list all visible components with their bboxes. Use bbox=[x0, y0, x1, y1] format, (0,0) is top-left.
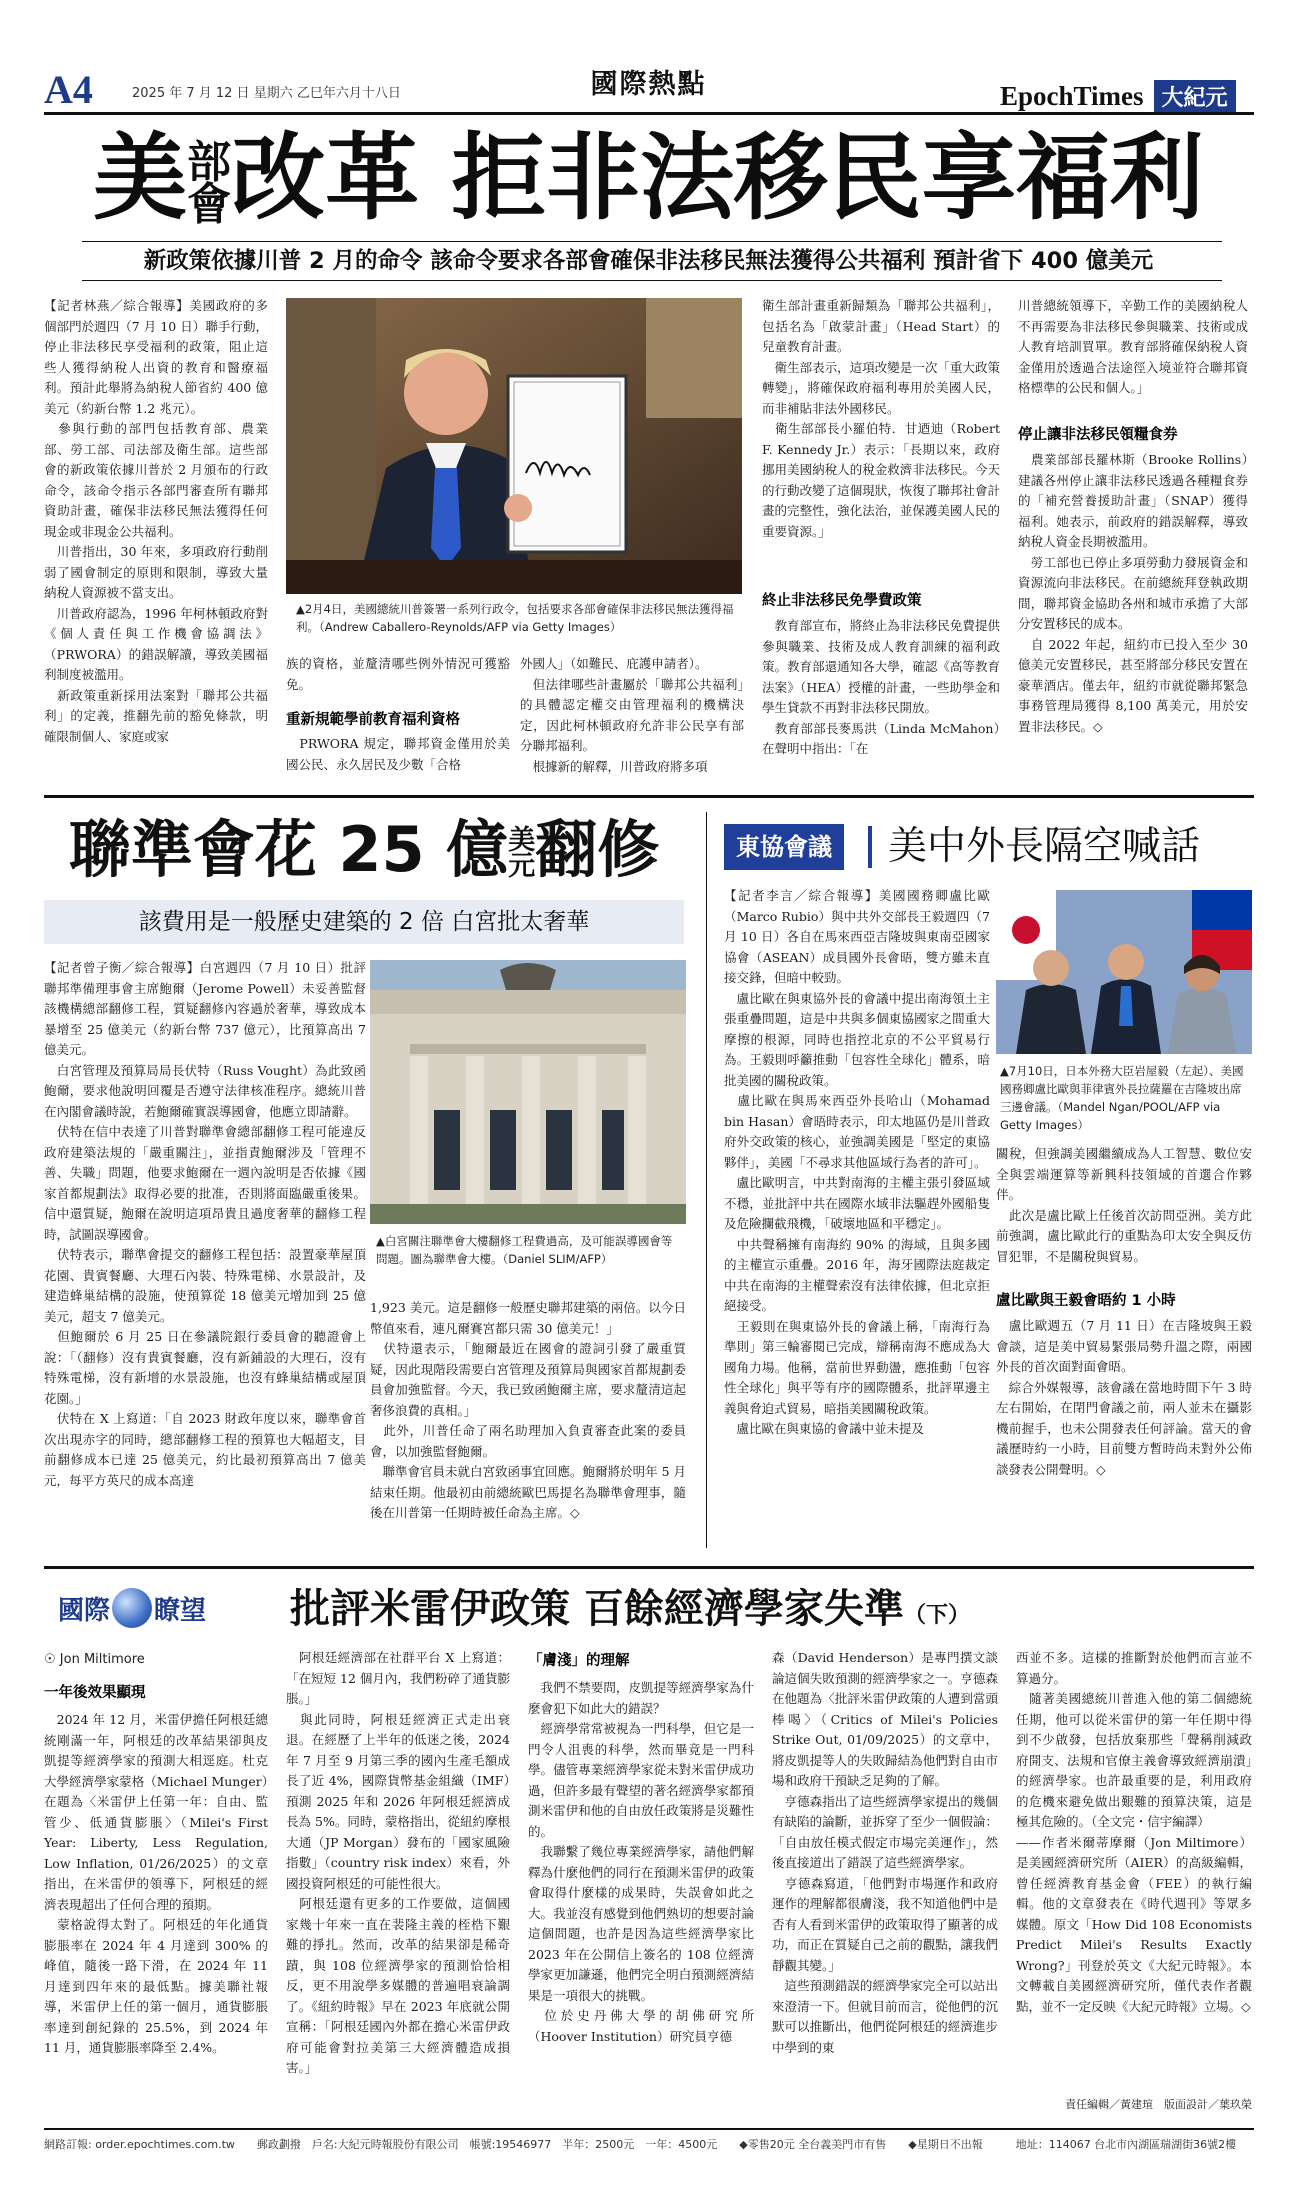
column-logo-text-b: 瞭望 bbox=[154, 1595, 207, 1626]
article1-col2-b: PRWORA 規定，聯邦資金僅用於美國公民、永久居民及少數「合格 bbox=[286, 736, 510, 772]
brand-en: EpochTimes bbox=[1000, 80, 1144, 111]
article3-col2-b: 盧比歐週五（7 月 11 日）在吉隆坡與王毅會談，這是美中貿易緊張局勢升溫之際，兩國外長的首次面對面會晤。 綜合外媒報導，該會議在當地時間下午 3 時左右開始，在閉門會議之前，兩人並未在攝影機前握手，也未公開發表任何評論。當天的會議歷時約一小時，目前雙方暫時尚未對外公佈談發表公開聲明。◇ bbox=[996, 1318, 1252, 1477]
article3-col2: 關稅，但強調美國繼續成為人工智慧、數位安全與雲端運算等新興科技領域的首選合作夥伴。 此次是盧比歐上任後首次訪問亞洲。美方此前強調，盧比歐此行的重點為印太安全與反仿冒犯罪，不是關稅與貿易。 bbox=[996, 1146, 1252, 1264]
article1-col5: 川普總統領導下，辛勤工作的美國納稅人不再需要為非法移民參與職業、技術或成人教育培訓買單。教育部將確保納稅人資金僅用於透過合法途徑入境並符合聯邦資格標準的公民和個人。」 bbox=[1018, 298, 1248, 395]
asean-tag: 東協會議 bbox=[724, 824, 844, 870]
section-divider-1 bbox=[44, 795, 1254, 798]
page-number: A4 bbox=[44, 67, 93, 112]
article1-subhead-tuition: 終止非法移民免學費政策 bbox=[762, 593, 922, 609]
article3-subhead-meeting: 盧比歐與王毅會晤約 1 小時 bbox=[996, 1293, 1176, 1309]
column-logo-text-a: 國際 bbox=[58, 1595, 111, 1626]
brand-logo bbox=[1000, 80, 1236, 112]
article4-col3: 我們不禁要問，皮凱提等經濟學家為什麼會犯下如此大的錯誤？ 經濟學常常被視為一門科學，但它是一門令人沮喪的科學，然而畢竟是一門科學。儘管專業經濟學家從未對米雷伊成功過，但許多最有聲望的著名經濟學家都預測米雷伊和他的自由放任政策將是災難性的。 我聯繫了幾位專業經濟學家，請他們解釋為什麼他們的同行在預測米雷伊的政策會取得什麼樣的成果時，失誤會如此之大。我並沒有感覺到他們熟切的想要討論這個問題，也許是因為這些經濟學家比 2023 年在公開信上簽名的 108 位經濟學家更加謙遜，他們完全明白預測經濟結果是一項很大的挑戰。 位於史丹佛大學的胡佛研究所（Hoover Institution）研究員亨德 bbox=[528, 1680, 754, 2044]
section-divider-2 bbox=[44, 1566, 1254, 1569]
masthead-rule bbox=[44, 112, 1254, 115]
trump-signing-photo bbox=[286, 298, 742, 594]
article3-col1: 【記者李言／綜合報導】美國國務卿盧比歐（Marco Rubio）與中共外交部長王毅週四（7 月 10 日）各自在馬來西亞吉隆坡與東南亞國家協會（ASEAN）成員國外長會晤，雙方雖未直接交鋒，但暗中較勁。 盧比歐在與東協外長的會議中提出南海領土主張重疊問題，這是中共與多個東協國家之間重大摩擦的根源，同時也指控北京的不公平貿易行為。王毅則呼籲推動「包容性全球化」體系，暗批美國的關稅政策。 盧比歐在與馬來西亞外長哈山（Mohamad bin Hasan）會晤時表示，印太地區仍是川普政府外交政策的核心，並強調美國是「堅定的東協夥伴」，美國「不尋求其他區域行為者的許可」。 盧比歐明言，中共對南海的主權主張引發區域不穩，並批評中共在國際水域非法驅趕外國船隻及危險攔截飛機，「破壞地區和平穩定」。 中共聲稱擁有南海約 90% 的海域，且與多國的主權宣示重疊。2016 年，海牙國際法庭裁定中共在南海的主權聲索沒有法律依據，但北京拒絕接受。 王毅則在與東協外長的會議上稱，「南海行為準則」第三輪審閱已完成，辯稱南海不應成為大國角力場。他稱，當前世界動盪，應推動「包容性全球化」與平等有序的國際體系，批評單邊主義與脅迫式貿易，暗指美國關稅政策。 盧比歐在與東協的會議中並未提及 bbox=[724, 888, 990, 1436]
article1-subhead-rule bbox=[82, 241, 1222, 242]
article1-headline: 美 部 會 改革 拒非法移民享福利 bbox=[93, 124, 1204, 233]
column-logo bbox=[58, 1580, 238, 1636]
foreign-ministers-photo bbox=[996, 890, 1252, 1054]
fed-photo-caption: ▲白宮關注聯準會大樓翻修工程費過高，及可能誤導國會等問題。圖為聯準會大樓。（Daniel SLIM/AFP） bbox=[376, 1234, 673, 1266]
article4-col4: 森（David Henderson）是專門撰文談論這個失敗預測的經濟學家之一。亨德森在他題為〈批評米雷伊政策的人遭到當頭棒喝〉（Critics of Milei's Policies Strike Out, 01/09/2025）的文章中，將皮凱提等人的失敗歸結為他們對自由市場和政府干預缺乏足夠的了解。 亨德森指出了這些經濟學家提出的幾個有缺陷的論斷，並拆穿了至少一個假論：「自由放任模式假定市場完美運作」，然後直接道出了錯誤了這些經濟學家。 亨德森寫道，「他們對市場運作和政府運作的理解都很膚淺，我不知道他們中是否有人看到米雷伊的政策取得了顯著的成功，而正在質疑自己之前的觀點，讓我們靜觀其變。」 這些預測錯誤的經濟學家完全可以站出來澄清一下。但就目前而言，從他們的沉默可以推斷出，他們從阿根廷的經濟進步中學到的東 bbox=[772, 1650, 998, 2055]
article1-col3: 外國人」（如難民、庇護申請者）。 但法律哪些計畫屬於「聯邦公共福利」的具體認定權交由管理福利的機構決定，因此柯林頓政府允許非公民享有部分聯邦福利。 根據新的解釋，川普政府將多項 bbox=[520, 656, 744, 774]
brand-zh: 大紀元 bbox=[1154, 80, 1236, 113]
article4-headline: 批評米雷伊政策 百餘經濟學家失準（下） bbox=[290, 1585, 970, 1632]
article4-byline: ☉ Jon Miltimore bbox=[44, 1652, 145, 1667]
article1-subhead-rule-bottom bbox=[82, 280, 1222, 281]
article4-col5: 西並不多。這樣的推斷對於他們而言並不算過分。 隨著美國總統川普進入他的第二個總統任期，他可以從米雷伊的第一年任期中得到不少啟發，包括放棄那些「聲稱削減政府開支、法規和官僚主義會導致經濟崩潰」的經濟學家。也許最重要的是，利用政府的危機來避免做出艱難的預算決策，這是極其危險的。（全文完・信宇編譯） ——作者米爾蒂摩爾（Jon Miltimore）是美國經濟研究所（AIER）的高級編輯，曾任經濟教育基金會（FEE）的執行編輯。他的文章發表在《時代週刊》等眾多媒體。原文「How Did 108 Economists Predict Milei's Results Exactly Wrong?」刊登於英文《大紀元時報》。本文轉載自美國經濟研究所，僅代表作者觀點，並不一定反映《大紀元時報》立場。◇ bbox=[1016, 1650, 1252, 2014]
article2-headline: 聯準會花 25 億 美 元 翻修 bbox=[68, 813, 660, 886]
article4-col1: 2024 年 12 月，米雷伊擔任阿根廷總統剛滿一年，阿根廷的改革結果卻與皮凱提等經濟學家的預測大相逕庭。杜克大學經濟學家蒙格（Michael Munger）在題為〈米雷伊上任第一年：自由、監管少、低通貨膨脹〉（Milei's First Year: Liberty, Less Regulation, Low Inflation, 01/26/2025）的文章指出，在米雷伊的領導下，阿根廷的經濟表現超出了任何合理的預期。 蒙格說得太對了。阿根廷的年化通貨膨脹率在 2024 年 4 月達到 300% 的峰值，隨後一路下滑，在 2024 年 11 月達到四年來的最低點。據美聯社報導，米雷伊上任的第一個月，通貨膨脹率達到創紀錄的 25.5%，到 2024 年 11 月，通貨膨脹率降至 2.4%。 bbox=[44, 1712, 268, 2055]
article3-headline: 美中外長隔空喊話 bbox=[888, 824, 1201, 869]
article4-subhead-result: 一年後效果顯現 bbox=[44, 1685, 146, 1701]
foreign-ministers-illustration bbox=[996, 890, 1252, 1054]
article2-subhead: 該費用是一般歷史建築的 2 倍 白宮批太奢華 bbox=[44, 900, 684, 944]
article1-col4-b: 教育部宣布，將終止為非法移民免費提供參與職業、技術及成人教育訓練的福利政策。教育部還通知各大學，確認《高等教育法案》（HEA）授權的計畫，一些助學金和學生貸款不再對非法移民開放。 教育部部長麥馬洪（Linda McMahon）在聲明中指出：「在 bbox=[762, 618, 1000, 756]
author-icon: ☉ bbox=[44, 1652, 56, 1667]
article1-subhead-snap: 停止讓非法移民領糧食券 bbox=[1018, 427, 1178, 443]
article4-subhead-shallow: 「膚淺」的理解 bbox=[528, 1653, 630, 1669]
article1-col1: 【記者林燕／綜合報導】美國政府的多個部門於週四（7 月 10 日）聯手行動，停止非法移民享受福利的政策，阻止這些人獲得納稅人出資的教育和醫療福利。預計此舉將為納稅人節省約 400 億美元（約新台幣 1.2 兆元）。 參與行動的部門包括教育部、農業部、勞工部、司法部及衛生部。這些部會的新政策依據川普於 2 月頒布的行政命令，該命令指示各部門審查所有聯邦資助計畫，確保非法移民無法獲得任何現金或非現金公共福利。 川普指出，30 年來，多項政府行動削弱了國會制定的原則和限制，導致大量納稅人資源被不當支出。 川普政府認為，1996 年柯林頓政府對《個人責任與工作機會協調法》（PRWORA）的錯誤解讀，導致美國福利制度被濫用。 新政策重新採用法案對「聯邦公共福利」的定義，推翻先前的豁免條款，明確限制個人、家庭或家 bbox=[44, 298, 268, 744]
asean-tag-bar bbox=[868, 826, 872, 868]
trump-signing-illustration bbox=[286, 298, 742, 594]
article2-col2: 1,923 美元。這是翻修一般歷史聯邦建築的兩倍。以今日幣值來看，連凡爾賽宮都只需 30 億美元！」 伏特還表示，「鮑爾最近在國會的證詞引發了嚴重質疑，因此現階段需要白宮管理及預算局與國家首都規劃委員會加強監督。今天，我已致函鮑爾主席，要求釐清這起奢侈浪費的真相。」 此外，川普任命了兩名助理加入負責審查此案的委員會，以加強監督鮑爾。 聯準會官員未就白宮致函事宜回應。鮑爾將於明年 5 月結束任期。他最初由前總統歐巴馬提名為聯準會理事，隨後在川普第一任期時被任命為主席。◇ bbox=[370, 1300, 686, 1520]
footer-rule bbox=[44, 2128, 1254, 2130]
globe-icon bbox=[112, 1588, 152, 1628]
article1-subhead-preschool: 重新規範學前教育福利資格 bbox=[286, 712, 460, 728]
column-divider-2-3 bbox=[706, 812, 707, 1548]
ministers-photo-caption: ▲7月10日，日本外務大臣岩屋毅（左起）、美國國務卿盧比歐與菲律賓外長拉薩羅在吉隆坡出席三邊會議。（Mandel Ngan/POOL/AFP via Getty Images） bbox=[1000, 1064, 1244, 1132]
article2-col1: 【記者曾子衡／綜合報導】白宮週四（7 月 10 日）批評聯邦準備理事會主席鮑爾（Jerome Powell）未妥善監督該機構總部翻修工程，質疑翻修內容過於奢華，導致成本暴增至 25 億美元（約新台幣 737 億元），比預算高出 7 億美元。 白宮管理及預算局局長伏特（Russ Vought）為此致函鮑爾，要求他說明回覆是否遵守法律核准程序。總統川普在內閣會議時說，若鮑爾確實誤導國會，他應立即請辭。 伏特在信中表達了川普對聯準會總部翻修工程可能違反政府建築法規的「嚴重關注」，並指責鮑爾涉及「管理不善、失職」問題，他要求鮑爾在一週內說明是否依據《國家首都規劃法》取得必要的批准，否則將面臨嚴重後果。信中還質疑，鮑爾在說明這項昂貴且過度奢華的翻修工程時，試圖誤導國會。 伏特表示，聯準會提交的翻修工程包括：設置豪華屋頂花園、貴賓餐廳、大理石內裝、特殊電梯、水景設計，及建造蜂巢結構的設施，使預算從 18 億美元增加到 25 億美元，超支 7 億美元。 但鮑爾於 6 月 25 日在參議院銀行委員會的聽證會上說：「（翻修）沒有貴賓餐廳，沒有新鋪設的大理石，沒有特殊電梯，沒有新增的水景設施，也沒有蜂巢結構或屋頂花園。」 伏特在 X 上寫道：「自 2023 財政年度以來，聯準會首次出現赤字的同時，總部翻修工程的預算也大幅超支，目前翻修成本已達 25 億美元，約比最初預算高出 7 億美元，每平方英尺的成本高達 bbox=[44, 960, 366, 1488]
article1-col5-b: 農業部部長羅林斯（Brooke Rollins）建議各州停止讓非法移民透過各種糧食券的「補充營養援助計畫」（SNAP）獲得福利。她表示，前政府的錯誤解釋，導致納稅人資金長期被濫用。 勞工部也已停止多項勞動力發展資金和資源流向非法移民。在前總統拜登執政期間，聯邦資金協助各州和城市承擔了大部分安置移民的成本。 自 2022 年起，紐約市已投入至少 30 億美元安置移民，甚至將部分移民安置在豪華酒店。僅去年，紐約市就從聯邦緊急事務管理局獲得 8,100 萬美元，用於安置非法移民。◇ bbox=[1018, 452, 1248, 734]
trump-photo-caption: ▲2月4日，美國總統川普簽署一系列行政令，包括要求各部會確保非法移民無法獲得福利。（Andrew Caballero-Reynolds/AFP via Getty Images） bbox=[296, 602, 734, 634]
article4-col2: 阿根廷經濟部在社群平台 X 上寫道：「在短短 12 個月內，我們粉碎了通貨膨脹。」 與此同時，阿根廷經濟正式走出衰退。在經歷了上半年的低迷之後，2024 年 7 月至 9 月第三季的國內生產毛額成長了近 4%，國際貨幣基金組織（IMF）預測 2025 年和 2026 年阿根廷經濟成長為 5%。同時，蒙格指出，從紐約摩根大通（JP Morgan）發布的「國家風險指數」（country risk index）來看，外國投資阿根廷的可能性很大。 阿根廷還有更多的工作要做，這個國家幾十年來一直在裴隆主義的桎梏下艱難的掙扎。然而，改革的結果卻是稀奇蹟，與 108 位經濟學家的預測恰恰相反，更不用說學多媒體的普遍唱衰論調了。《紐約時報》早在 2023 年底就公開宣稱：「阿根廷國內外都在擔心米雷伊政府可能會對拉美第三大經濟體造成損害。」 bbox=[286, 1650, 510, 2075]
article1-col2: 族的資格，並釐清哪些例外情況可獲豁免。 bbox=[286, 656, 510, 692]
fed-building-illustration bbox=[370, 960, 686, 1224]
editor-credits: 責任編輯／黃建瑄 版面設計／葉玖榮 bbox=[1065, 2098, 1252, 2111]
section-title: 國際熱點 bbox=[590, 69, 707, 100]
article1-col4: 衛生部計畫重新歸類為「聯邦公共福利」，包括名為「啟蒙計畫」（Head Start）的兒童教育計畫。 衛生部表示，這項改變是一次「重大政策轉變」，將確保政府福利專用於美國人民，而非補貼非法外國移民。 衛生部部長小羅伯特．甘迺迪（Robert F. Kennedy Jr.）表示：「長期以來，政府挪用美國納稅人的稅金救濟非法移民。今天的行動改變了這個現狀，恢復了聯邦社會計畫的完整性，強化法治，並保護美國人民的重要資源。」 bbox=[762, 298, 1000, 539]
issue-date: 2025 年 7 月 12 日 星期六 乙巳年六月十八日 bbox=[132, 86, 401, 101]
footer-info: 網路訂報: order.epochtimes.com.tw 郵政劃撥 戶名:大紀元時報股份有限公司 帳號:19546977 半年：2500元 一年：4500元 ◆零售20元 全台義美門市有售 ◆星期日不出報 地址：114067 台北市內湖區瑞湖街36號2樓 bbox=[44, 2138, 1237, 2151]
article1-subhead: 新政策依據川普 2 月的命令 該命令要求各部會確保非法移民無法獲得公共福利 預計省下 400 億美元 bbox=[143, 248, 1154, 274]
fed-building-photo bbox=[370, 960, 686, 1224]
